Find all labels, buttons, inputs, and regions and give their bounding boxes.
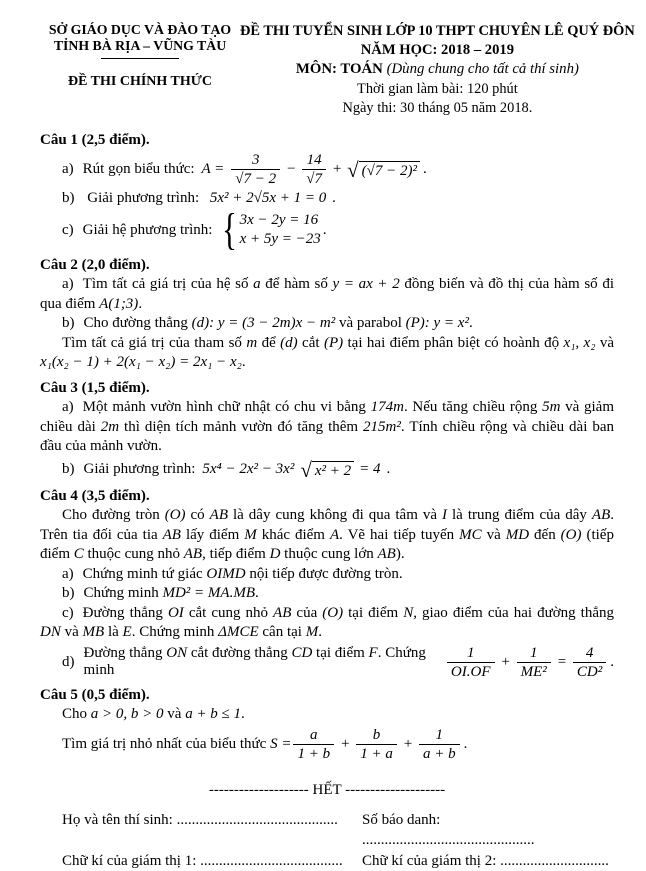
exam-title: ĐỀ THI TUYỂN SINH LỚP 10 THPT CHUYÊN LÊ QUÝ ĐÔN <box>240 22 635 41</box>
math-segment: AB <box>273 605 291 621</box>
math-segment: AB <box>378 546 396 562</box>
math-segment: M <box>244 527 257 543</box>
math-segment: ΔMCE <box>218 624 258 640</box>
math-segment: A(1;3) <box>99 296 138 312</box>
math-segment: 2m <box>101 419 119 435</box>
q3-heading: Câu 3 (1,5 điểm). <box>40 379 614 399</box>
fraction <box>419 727 460 762</box>
text-segment: . Chứng minh <box>132 624 218 640</box>
duration-line: Thời gian làm bài: 120 phút <box>240 80 635 100</box>
math-segment: a <box>253 276 261 292</box>
equation: x + 5y = −23 <box>240 230 321 250</box>
math-segment: 5m <box>542 399 560 415</box>
equals-operator: = <box>557 654 567 671</box>
q4-intro-paragraph <box>40 506 614 565</box>
candidate-name-field: Họ và tên thí sinh: ........................................... <box>40 810 362 851</box>
numerator: 1 <box>517 645 551 663</box>
math-segment: MD² = MA.MB <box>162 585 255 601</box>
text-segment: cắt <box>298 335 324 351</box>
math-segment: (O) <box>165 507 186 523</box>
text-segment: tại hai điểm phân biệt có hoành độ <box>343 335 563 351</box>
math-expression: 5x² + 2√5x + 1 = 0 <box>210 190 326 206</box>
text-segment: Một mảnh vườn hình chữ nhật có chu vi bằng <box>83 399 371 415</box>
text-segment: và parabol <box>335 315 405 331</box>
text-segment: . <box>255 585 259 601</box>
segmented-text <box>84 585 259 601</box>
denominator: a + b <box>419 745 460 762</box>
minus-operator: − <box>286 161 296 178</box>
math-segment: F <box>369 645 378 661</box>
q5-given-line <box>40 705 614 725</box>
q4c-paragraph <box>40 604 614 643</box>
denominator: √7 − 2 <box>231 170 280 187</box>
sqrt-body: (√7 − 2)² <box>359 161 420 179</box>
text-segment: ). <box>396 546 405 562</box>
text-segment: Cho đường tròn <box>62 507 165 523</box>
math-segment: N <box>403 605 413 621</box>
segmented-text <box>40 335 614 371</box>
plus-operator: + <box>403 736 413 753</box>
math-segment: y = ax + 2 <box>333 276 400 292</box>
text-segment: (tiếp điểm <box>40 527 614 563</box>
item-label: b) <box>62 461 75 478</box>
text-segment: tại điểm <box>343 605 403 621</box>
q1-heading: Câu 1 (2,5 điểm). <box>40 131 614 151</box>
text-segment: . Nếu tăng chiều rộng <box>404 399 542 415</box>
text-segment: . Trên tia đối của tia <box>40 507 614 543</box>
subject-note: (Dùng chung cho tất cả thí sinh) <box>387 61 579 77</box>
denominator: √7 <box>302 170 326 187</box>
segmented-text <box>84 315 473 331</box>
header-right <box>240 22 635 119</box>
header <box>40 22 614 119</box>
math-segment: OIMD <box>206 566 245 582</box>
text-segment: lấy điểm <box>181 527 244 543</box>
denominator: CD² <box>573 663 606 680</box>
text-segment: thì diện tích mảnh vườn đó tăng thêm <box>119 419 363 435</box>
footer-row <box>40 810 614 851</box>
system-equations <box>240 211 321 250</box>
period: . <box>387 461 391 478</box>
math-segment: S = <box>270 736 291 752</box>
radical-icon: √ <box>300 461 312 480</box>
math-segment: E <box>123 624 132 640</box>
text-segment: Đường thẳng <box>83 605 168 621</box>
fraction <box>573 645 606 680</box>
item-label: a) <box>62 566 74 582</box>
q2-heading: Câu 2 (2,0 điểm). <box>40 256 614 276</box>
math-segment: I <box>442 507 447 523</box>
plus-operator: + <box>501 654 511 671</box>
q1c-line <box>40 211 614 250</box>
sqrt-radical <box>300 460 354 479</box>
item-label: c) <box>62 605 74 621</box>
text-segment: . <box>318 624 322 640</box>
q1a-line <box>40 152 614 187</box>
q4b-line <box>40 584 614 604</box>
text-segment: , giao điểm của hai đường thẳng <box>413 605 614 621</box>
math-segment: (P): y = x² <box>406 315 469 331</box>
text-segment: và <box>595 335 614 351</box>
text-segment: . Tính chiều rộng và chiều dài ban đầu của mảnh vườn. <box>40 419 614 455</box>
footer-row <box>40 851 614 871</box>
department-name: SỞ GIÁO DỤC VÀ ĐÀO TẠO <box>40 22 240 38</box>
text-segment: , tiếp điểm <box>202 546 270 562</box>
numerator: 1 <box>447 645 495 663</box>
text-segment: và <box>61 624 83 640</box>
math-segment: 215m² <box>363 419 401 435</box>
segmented-text <box>84 645 445 679</box>
item-label: c) <box>62 222 74 239</box>
text-segment: và <box>482 527 506 543</box>
numerator: 4 <box>573 645 606 663</box>
text-segment: Tìm tất cả giá trị của tham số <box>62 335 246 351</box>
q2b-continuation <box>40 334 614 373</box>
text-segment: Chứng minh tứ giác <box>83 566 207 582</box>
period: . <box>332 190 336 206</box>
denominator: 1 + b <box>293 745 334 762</box>
text-segment: là dây cung không đi qua tâm và <box>228 507 442 523</box>
math-segment: a > 0, b > 0 <box>91 706 164 722</box>
text-segment: là trung điểm của dây <box>447 507 592 523</box>
text-segment: Cho <box>62 706 91 722</box>
sqrt-body: x² + 2 <box>312 461 354 479</box>
item-label: b) <box>62 190 75 206</box>
text-segment: để <box>257 335 280 351</box>
period: . <box>610 654 614 671</box>
item-label: b) <box>62 315 75 331</box>
math-segment: ON <box>166 645 187 661</box>
math-segment: AB <box>592 507 610 523</box>
math-expression: 5x⁴ − 2x² − 3x² <box>202 461 294 478</box>
text-segment: . <box>469 315 473 331</box>
math-segment: AB <box>184 546 202 562</box>
math-segment: CD <box>291 645 312 661</box>
q2a-paragraph <box>40 275 614 314</box>
math-expression: A = <box>202 161 225 178</box>
period: . <box>323 222 327 239</box>
math-segment: x₁(x₂ − 1) + 2(x₁ − x₂) = 2x₁ − x₂ <box>40 354 242 370</box>
math-segment: a + b ≤ 1 <box>185 706 241 722</box>
text-segment: cân tại <box>259 624 306 640</box>
math-segment: MD <box>506 527 529 543</box>
header-divider <box>101 58 179 59</box>
segmented-text <box>40 605 614 641</box>
footer <box>40 810 614 871</box>
math-segment: (O) <box>561 527 582 543</box>
text-segment: nội tiếp được đường tròn. <box>246 566 403 582</box>
subject-line <box>240 60 635 80</box>
fraction <box>447 645 495 680</box>
math-segment: (d): y = (3 − 2m)x − m² <box>192 315 336 331</box>
text-segment: và giảm chiều dài <box>40 399 614 435</box>
item-lead: Rút gọn biểu thức: <box>83 161 195 178</box>
numerator: 14 <box>302 152 326 170</box>
subject-name: MÔN: TOÁN <box>296 61 387 77</box>
item-label: a) <box>62 161 74 178</box>
denominator: OI.OF <box>447 663 495 680</box>
q5-formula-line <box>40 727 614 762</box>
text-segment: cắt đường thẳng <box>187 645 291 661</box>
text-segment: thuộc cung lớn <box>280 546 377 562</box>
numerator: 3 <box>231 152 280 170</box>
math-segment: (O) <box>322 605 343 621</box>
fraction <box>302 152 326 187</box>
math-segment: AB <box>210 507 228 523</box>
text-segment: . <box>242 354 246 370</box>
proctor2-signature-field: Chữ kí của giám thị 2: ............................. <box>362 851 614 871</box>
fraction <box>517 645 551 680</box>
fraction <box>356 727 397 762</box>
text-segment: cắt cung nhỏ <box>184 605 273 621</box>
math-segment: m <box>246 335 257 351</box>
period: . <box>423 161 427 178</box>
math-segment: OI <box>168 605 184 621</box>
plus-operator: + <box>340 736 350 753</box>
math-segment: DN <box>40 624 61 640</box>
math-segment: M <box>306 624 319 640</box>
q4d-line <box>40 645 614 680</box>
text-segment: Chứng minh <box>84 585 163 601</box>
text-segment: đồng biến và đồ thị của hàm số đi qua điểm <box>40 276 614 312</box>
text-segment: . <box>138 296 142 312</box>
text-segment: là <box>104 624 122 640</box>
end-marker: -------------------- HẾT -------------------- <box>40 780 614 800</box>
math-segment: x₁, x₂ <box>564 335 596 351</box>
q2b-paragraph <box>40 314 614 334</box>
text-segment: của <box>291 605 322 621</box>
item-label: b) <box>62 585 75 601</box>
text-segment: . <box>241 706 245 722</box>
denominator: 1 + a <box>356 745 397 762</box>
text-segment: và <box>164 706 186 722</box>
period: . <box>464 736 468 753</box>
math-expression: = 4 <box>359 461 380 478</box>
q3a-paragraph <box>40 398 614 457</box>
math-segment: MC <box>459 527 482 543</box>
math-segment: (d) <box>280 335 298 351</box>
plus-operator: + <box>332 161 342 178</box>
math-segment: 174m <box>371 399 404 415</box>
text-segment: tại điểm <box>312 645 368 661</box>
text-segment: Đường thẳng <box>84 645 167 661</box>
item-lead: Giải phương trình: <box>84 461 196 478</box>
text-segment: đến <box>529 527 561 543</box>
q5-heading: Câu 5 (0,5 điểm). <box>40 686 614 706</box>
q4a-line <box>40 565 614 585</box>
item-lead: Giải phương trình: <box>87 190 199 206</box>
text-segment: . Chứng minh <box>84 645 426 678</box>
equation: 3x − 2y = 16 <box>240 211 321 231</box>
fraction <box>231 152 280 187</box>
q4-heading: Câu 4 (3,5 điểm). <box>40 487 614 507</box>
sqrt-radical <box>347 160 420 179</box>
segmented-text <box>62 706 245 722</box>
segmented-text <box>40 276 614 312</box>
numerator: b <box>356 727 397 745</box>
text-segment: khác điểm <box>257 527 330 543</box>
item-lead: Giải hệ phương trình: <box>83 222 213 239</box>
text-segment: để hàm số <box>261 276 333 292</box>
segmented-text <box>40 507 614 562</box>
item-label: d) <box>62 654 75 671</box>
math-segment: A <box>330 527 339 543</box>
math-segment: (P) <box>324 335 343 351</box>
proctor1-signature-field: Chữ kí của giám thị 1: ...................................... <box>40 851 362 871</box>
item-label: a) <box>62 276 74 292</box>
province-name: TỈNH BÀ RỊA – VŨNG TÀU <box>40 38 240 54</box>
official-exam-label: ĐỀ THI CHÍNH THỨC <box>40 74 240 90</box>
text-segment: Tìm giá trị nhỏ nhất của biểu thức <box>62 736 270 752</box>
numerator: a <box>293 727 334 745</box>
math-segment: AB <box>163 527 181 543</box>
text-segment: . Vẽ hai tiếp tuyến <box>339 527 459 543</box>
school-year: NĂM HỌC: 2018 – 2019 <box>240 41 635 60</box>
segmented-text <box>83 566 403 582</box>
candidate-number-field: Số báo danh: .............................................. <box>362 810 614 851</box>
text-segment: có <box>186 507 210 523</box>
text-segment: Cho đường thẳng <box>84 315 192 331</box>
segmented-text <box>62 736 291 753</box>
text-segment: thuộc cung nhỏ <box>84 546 184 562</box>
numerator: 1 <box>419 727 460 745</box>
header-left <box>40 22 240 119</box>
q1b-line <box>40 189 614 209</box>
q3b-line <box>40 459 614 481</box>
segmented-text <box>40 399 614 454</box>
math-segment: C <box>74 546 84 562</box>
item-label: a) <box>62 399 74 415</box>
equation-system <box>219 211 320 250</box>
text-segment: Tìm tất cả giá trị của hệ số <box>83 276 253 292</box>
math-segment: D <box>270 546 281 562</box>
fraction <box>293 727 334 762</box>
exam-date-line: Ngày thi: 30 tháng 05 năm 2018. <box>240 99 635 119</box>
math-segment: MB <box>83 624 105 640</box>
radical-icon: √ <box>347 161 359 180</box>
brace-icon: { <box>223 211 238 248</box>
denominator: ME² <box>517 663 551 680</box>
